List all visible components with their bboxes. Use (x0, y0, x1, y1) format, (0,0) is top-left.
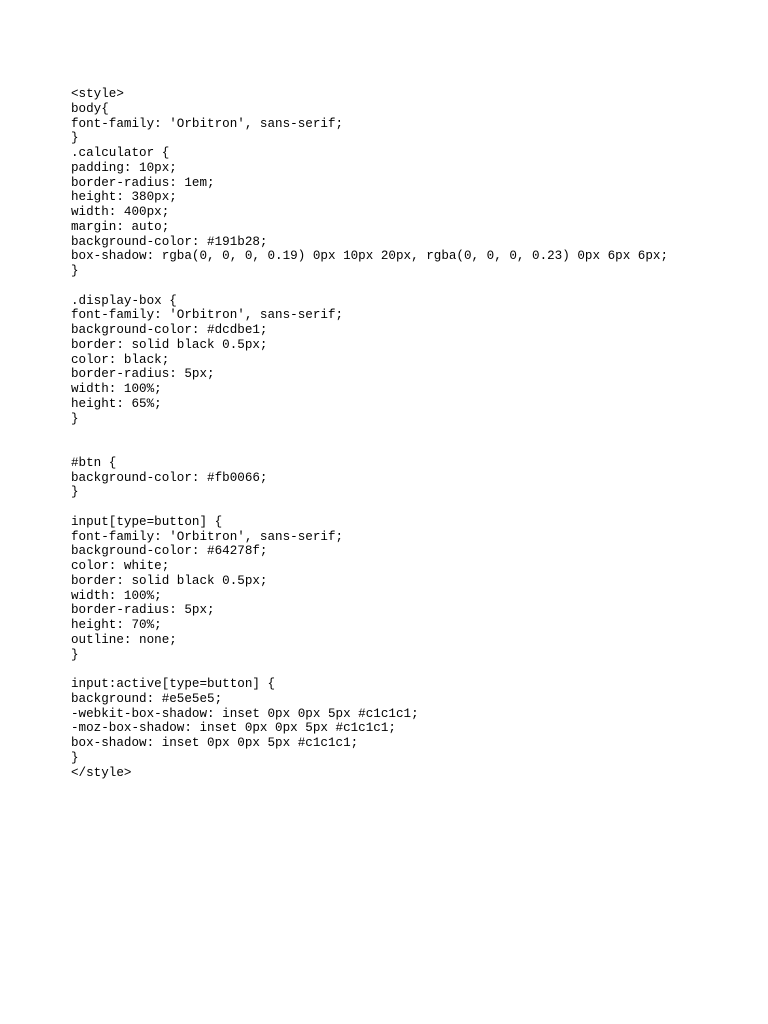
code-line: padding: 10px; (71, 160, 177, 175)
code-line: background: #e5e5e5; (71, 691, 223, 706)
code-line: .display-box { (71, 293, 177, 308)
code-line: } (71, 647, 79, 662)
code-line: background-color: #dcdbe1; (71, 323, 268, 337)
code-line: color: black; (71, 352, 170, 367)
code-line: background-color: #fb0066; (71, 470, 268, 485)
code-line: font-family: 'Orbitron', sans-serif; (71, 529, 344, 544)
code-line: border-radius: 5px; (71, 367, 215, 382)
code-line: color: white; (71, 559, 170, 573)
code-line: body{ (71, 101, 109, 116)
code-line: width: 400px; (71, 205, 170, 219)
code-line: -webkit-box-shadow: inset 0px 0px 5px #c1c1c1; (71, 706, 419, 721)
code-line: border-radius: 5px; (71, 603, 215, 618)
code-line (71, 426, 668, 441)
code-line: } (71, 264, 79, 278)
code-line: .calculator { (71, 146, 170, 160)
code-line: </style> (71, 765, 132, 780)
code-line: height: 380px; (71, 190, 177, 205)
code-line: #btn { (71, 455, 117, 470)
code-line: height: 70%; (71, 618, 162, 632)
code-line: width: 100%; (71, 588, 162, 603)
code-line: box-shadow: rgba(0, 0, 0, 0.19) 0px 10px 20px, rgba(0, 0, 0, 0.23) 0px 6px 6px; (71, 249, 669, 264)
code-line: } (71, 131, 79, 146)
code-line: background-color: #64278f; (71, 544, 268, 559)
code-line: border: solid black 0.5px; (71, 573, 268, 588)
code-line: } (71, 750, 79, 765)
code-line: input:active[type=button] { (71, 677, 276, 691)
code-line: font-family: 'Orbitron', sans-serif; (71, 116, 344, 131)
code-line: font-family: 'Orbitron', sans-serif; (71, 308, 344, 323)
code-line: border-radius: 1em; (71, 175, 215, 190)
code-line: input[type=button] { (71, 514, 223, 529)
code-line: } (71, 411, 79, 426)
code-line: box-shadow: inset 0px 0px 5px #c1c1c1; (71, 736, 359, 750)
code-line: -moz-box-shadow: inset 0px 0px 5px #c1c1c1; (71, 721, 396, 736)
code-line: height: 65%; (71, 396, 162, 411)
code-line (71, 279, 668, 294)
code-line (71, 662, 668, 677)
code-line: } (71, 485, 79, 500)
code-line (71, 441, 668, 456)
code-line: width: 100%; (71, 382, 162, 396)
code-line: <style> (71, 87, 124, 101)
code-line: outline: none; (71, 632, 177, 647)
code-line (71, 500, 668, 515)
code-text-block (71, 87, 668, 780)
code-line: border: solid black 0.5px; (71, 337, 268, 352)
code-line: margin: auto; (71, 219, 170, 234)
code-line: background-color: #191b28; (71, 234, 268, 249)
